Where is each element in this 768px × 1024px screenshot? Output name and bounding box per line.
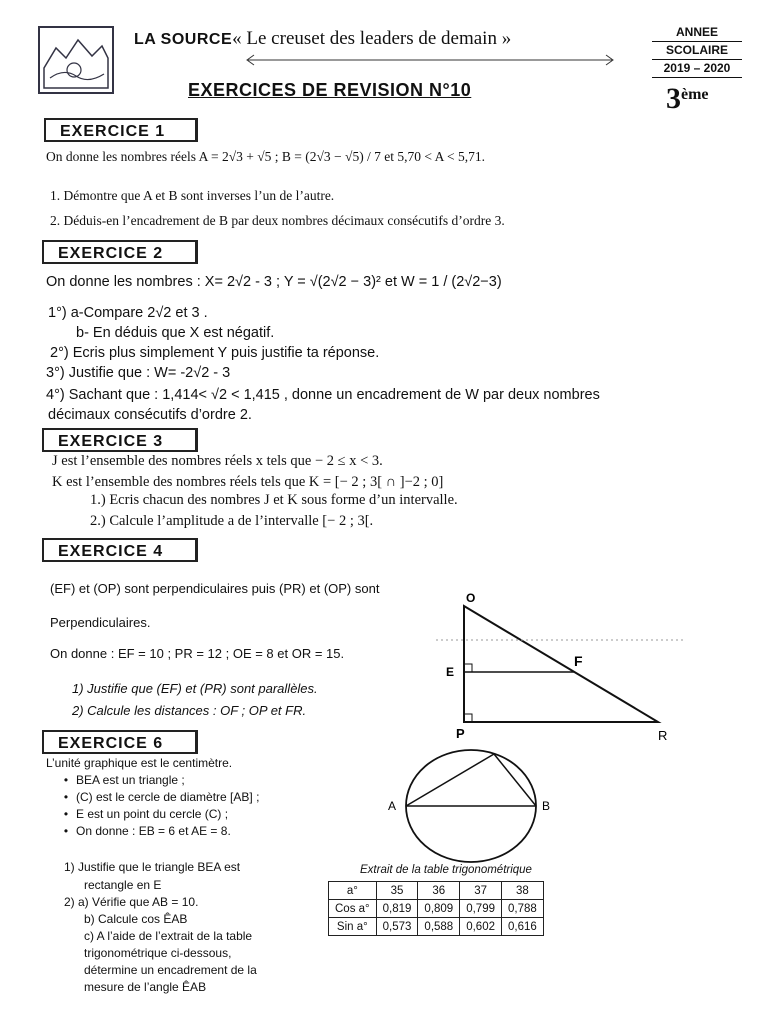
table-cell: 0,573 [376, 918, 418, 936]
exercise-2-question-4-line-1: 4°) Sachant que : 1,414< √2 < 1,415 , donne un encadrement de W par deux nombres [46, 387, 600, 403]
exercise-1-question-1: 1. Démontre que A et B sont inverses l’un de l’autre. [50, 188, 335, 203]
school-name: LA SOURCE [134, 31, 233, 48]
exercise-2-question-3: 3°) Justifie que : W= -2√2 - 3 [46, 365, 231, 381]
exercise-2-question-2: 2°) Ecris plus simplement Y puis justifie ta réponse. [50, 345, 380, 361]
table-cell: 0,819 [376, 900, 418, 918]
point-O-label: O [466, 591, 476, 605]
exercise-6-question-2b: b) Calcule cos ÊAB [84, 912, 188, 926]
double-arrow-icon [244, 52, 616, 68]
exercise-2-heading: EXERCICE 2 [42, 240, 198, 264]
table-cell: 0,799 [460, 900, 502, 918]
exercise-6-question-2c-line-1: c) A l’aide de l’extrait de la table [84, 929, 253, 943]
school-header [134, 28, 511, 50]
exercise-6-question-1-line-1: 1) Justifie que le triangle BEA est [64, 860, 241, 874]
exercise-6-circle-figure [386, 746, 566, 866]
school-slogan: « Le creuset des leaders de demain » [232, 28, 512, 49]
trig-table [328, 881, 544, 936]
exercise-4-line-1: (EF) et (OP) sont perpendiculaires puis (PR) et (OP) sont [50, 581, 380, 596]
exercise-1-heading: EXERCICE 1 [44, 118, 198, 142]
year-value: 2019 – 2020 [652, 60, 742, 78]
exercise-1-question-2: 2. Déduis-en l’encadrement de B par deux nombres décimaux consécutifs d’ordre 3. [50, 213, 505, 228]
exercise-2-statement: On donne les nombres : X= 2√2 - 3 ; Y = √(2√2 − 3)² et W = 1 / (2√2−3) [46, 274, 502, 290]
exercise-2-question-4-line-2: décimaux consécutifs d’ordre 2. [48, 407, 252, 423]
table-row [329, 918, 544, 936]
exercise-4-line-3: On donne : EF = 10 ; PR = 12 ; OE = 8 et OR = 15. [50, 646, 345, 661]
exercise-6-question-1-line-2: rectangle en E [84, 878, 162, 892]
table-cell: Sin a° [329, 918, 377, 936]
table-cell: a° [329, 882, 377, 900]
exercise-3-heading: EXERCICE 3 [42, 428, 198, 452]
exercise-4-line-2: Perpendiculaires. [50, 615, 151, 630]
exercise-3-line-2: K est l’ensemble des nombres réels tels que K = [− 2 ; 3[ ∩ ]−2 ; 0] [52, 474, 444, 490]
exercise-6-question-2c-line-2: trigonométrique ci-dessous, [84, 946, 232, 960]
point-B-label: B [542, 799, 551, 813]
table-cell: 37 [460, 882, 502, 900]
list-item: • On donne : EB = 6 et AE = 8. [56, 823, 259, 840]
table-cell: 0,616 [501, 918, 543, 936]
page-title: EXERCICES DE REVISION N°10 [188, 80, 472, 100]
point-F-label: F [574, 653, 583, 669]
table-cell: 0,809 [418, 900, 460, 918]
exercise-2-question-1b: b- En déduis que X est négatif. [76, 325, 275, 341]
exercise-6-question-2c-line-4: mesure de l’angle ÊAB [84, 980, 207, 994]
point-R-label: R [658, 728, 668, 743]
exercise-6-heading: EXERCICE 6 [42, 730, 198, 754]
table-cell: 38 [501, 882, 543, 900]
table-cell: 36 [418, 882, 460, 900]
table-cell: Cos a° [329, 900, 377, 918]
exercise-6-question-2a: 2) a) Vérifie que AB = 10. [64, 895, 199, 909]
table-cell: 0,602 [460, 918, 502, 936]
school-year-box [652, 24, 742, 78]
table-row [329, 882, 544, 900]
exercise-6-question-2c-line-3: détermine un encadrement de la [84, 963, 257, 977]
table-cell: 0,788 [501, 900, 543, 918]
point-A-label: A [388, 799, 397, 813]
exercise-1-statement: On donne les nombres réels A = 2√3 + √5 ; B = (2√3 − √5) / 7 et 5,70 < A < 5,71. [46, 149, 486, 164]
exercise-6-intro: L’unité graphique est le centimètre. [46, 756, 233, 770]
table-cell: 35 [376, 882, 418, 900]
exercise-3-line-1: J est l’ensemble des nombres réels x tels que − 2 ≤ x < 3. [52, 453, 383, 469]
table-cell: 0,588 [418, 918, 460, 936]
school-logo [38, 26, 114, 94]
list-item: • (C) est le cercle de diamètre [AB] ; [56, 789, 259, 806]
exercise-4-figure [436, 588, 686, 748]
exercise-4-heading: EXERCICE 4 [42, 538, 198, 562]
class-level-suffix: ème [681, 86, 709, 103]
table-row [329, 900, 544, 918]
exercise-6-bullet-list [56, 772, 259, 840]
exercise-2-question-1a: 1°) a-Compare 2√2 et 3 . [48, 305, 208, 321]
year-label-2: SCOLAIRE [652, 42, 742, 60]
class-level: 3ème [666, 82, 709, 115]
list-item: • E est un point du cercle (C) ; [56, 806, 259, 823]
exercise-3-question-1: 1.) Ecris chacun des nombres J et K sous forme d’un intervalle. [90, 492, 458, 508]
point-E-label: E [446, 665, 455, 679]
exercise-4-question-1: 1) Justifie que (EF) et (PR) sont parallèles. [72, 681, 318, 696]
exercise-3-question-2: 2.) Calcule l’amplitude a de l’intervalle [− 2 ; 3[. [90, 513, 374, 529]
point-P-label: P [456, 726, 465, 741]
list-item: • BEA est un triangle ; [56, 772, 259, 789]
trig-table-caption: Extrait de la table trigonométrique [360, 864, 532, 876]
year-label-1: ANNEE [652, 24, 742, 42]
exercise-4-question-2: 2) Calcule les distances : OF ; OP et FR. [72, 703, 307, 718]
